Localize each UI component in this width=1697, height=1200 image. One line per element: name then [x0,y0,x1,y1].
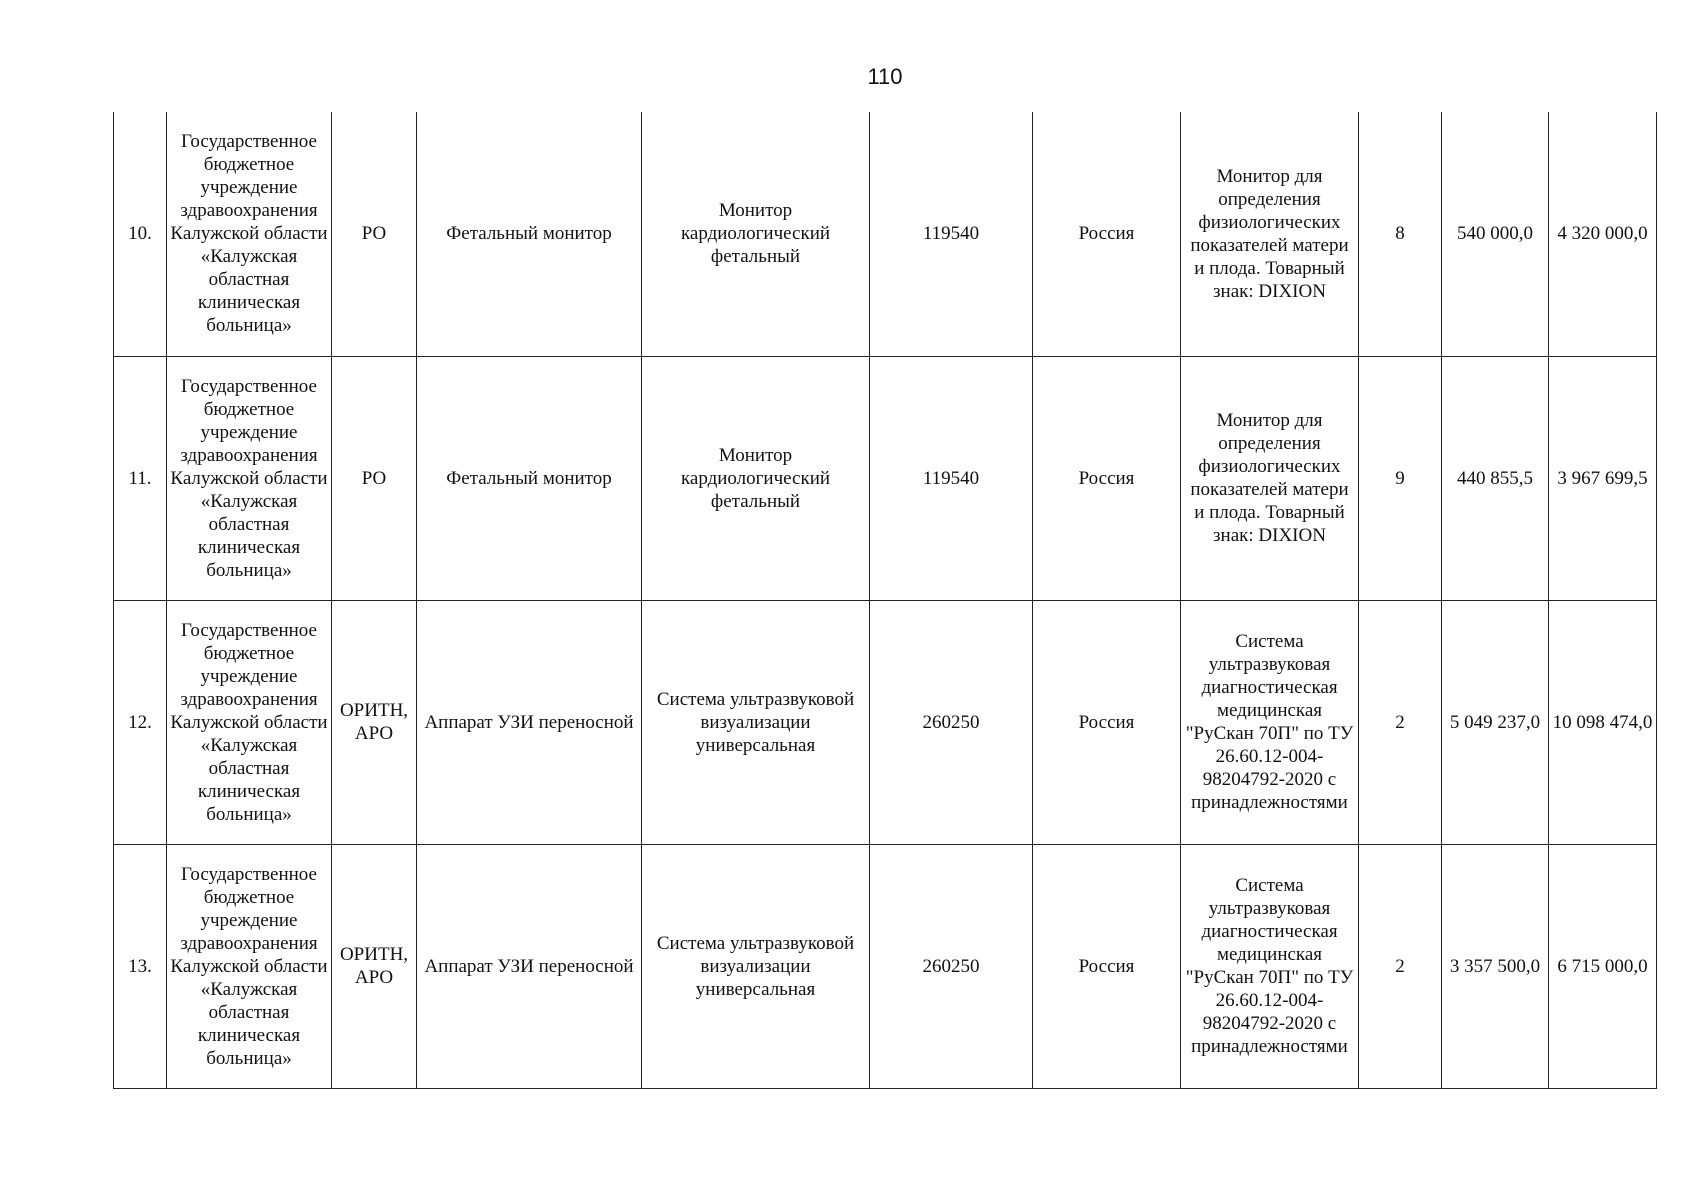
table-row [114,356,1657,600]
row-number: 10. [114,112,167,356]
row-number: 13. [114,844,167,1088]
department-cell: ОРИТН, АРО [332,844,417,1088]
nkmi-name-cell: Система ультразвуковой визуализации универсальная [642,844,870,1088]
quantity-cell: 2 [1359,844,1442,1088]
nkmi-code-cell: 260250 [870,844,1033,1088]
total-cost-cell: 3 967 699,5 [1549,356,1657,600]
equipment-table [113,112,1657,1089]
nkmi-name-cell: Монитор кардиологический фетальный [642,112,870,356]
description-cell: Монитор для определения физиологических показателей матери и плода. Товарный знак: DIXION [1181,356,1359,600]
description-cell: Монитор для определения физиологических показателей матери и плода. Товарный знак: DIXION [1181,112,1359,356]
department-cell: РО [332,112,417,356]
equipment-name-cell: Фетальный монитор [417,112,642,356]
unit-price-cell: 5 049 237,0 [1442,600,1549,844]
equipment-name-cell: Аппарат УЗИ переносной [417,844,642,1088]
country-cell: Россия [1033,112,1181,356]
equipment-name-cell: Фетальный монитор [417,356,642,600]
country-cell: Россия [1033,600,1181,844]
organization-cell: Государственное бюджетное учреждение здравоохранения Калужской области «Калужская областная клиническая больница» [167,844,332,1088]
total-cost-cell: 4 320 000,0 [1549,112,1657,356]
total-cost-cell: 6 715 000,0 [1549,844,1657,1088]
table-row [114,844,1657,1088]
total-cost-cell: 10 098 474,0 [1549,600,1657,844]
unit-price-cell: 440 855,5 [1442,356,1549,600]
nkmi-code-cell: 119540 [870,112,1033,356]
country-cell: Россия [1033,356,1181,600]
nkmi-name-cell: Монитор кардиологический фетальный [642,356,870,600]
department-cell: РО [332,356,417,600]
nkmi-name-cell: Система ультразвуковой визуализации универсальная [642,600,870,844]
table-row [114,600,1657,844]
unit-price-cell: 540 000,0 [1442,112,1549,356]
row-number: 12. [114,600,167,844]
organization-cell: Государственное бюджетное учреждение здравоохранения Калужской области «Калужская областная клиническая больница» [167,112,332,356]
row-number: 11. [114,356,167,600]
table-row [114,112,1657,356]
page-number: 110 [867,64,903,89]
organization-cell: Государственное бюджетное учреждение здравоохранения Калужской области «Калужская областная клиническая больница» [167,600,332,844]
nkmi-code-cell: 119540 [870,356,1033,600]
unit-price-cell: 3 357 500,0 [1442,844,1549,1088]
quantity-cell: 9 [1359,356,1442,600]
description-cell: Система ультразвуковая диагностическая медицинская "РуСкан 70П" по ТУ 26.60.12-004-98204792-2020 с принадлежностями [1181,844,1359,1088]
quantity-cell: 8 [1359,112,1442,356]
nkmi-code-cell: 260250 [870,600,1033,844]
equipment-name-cell: Аппарат УЗИ переносной [417,600,642,844]
department-cell: ОРИТН, АРО [332,600,417,844]
country-cell: Россия [1033,844,1181,1088]
description-cell: Система ультразвуковая диагностическая медицинская "РуСкан 70П" по ТУ 26.60.12-004-98204792-2020 с принадлежностями [1181,600,1359,844]
organization-cell: Государственное бюджетное учреждение здравоохранения Калужской области «Калужская областная клиническая больница» [167,356,332,600]
quantity-cell: 2 [1359,600,1442,844]
